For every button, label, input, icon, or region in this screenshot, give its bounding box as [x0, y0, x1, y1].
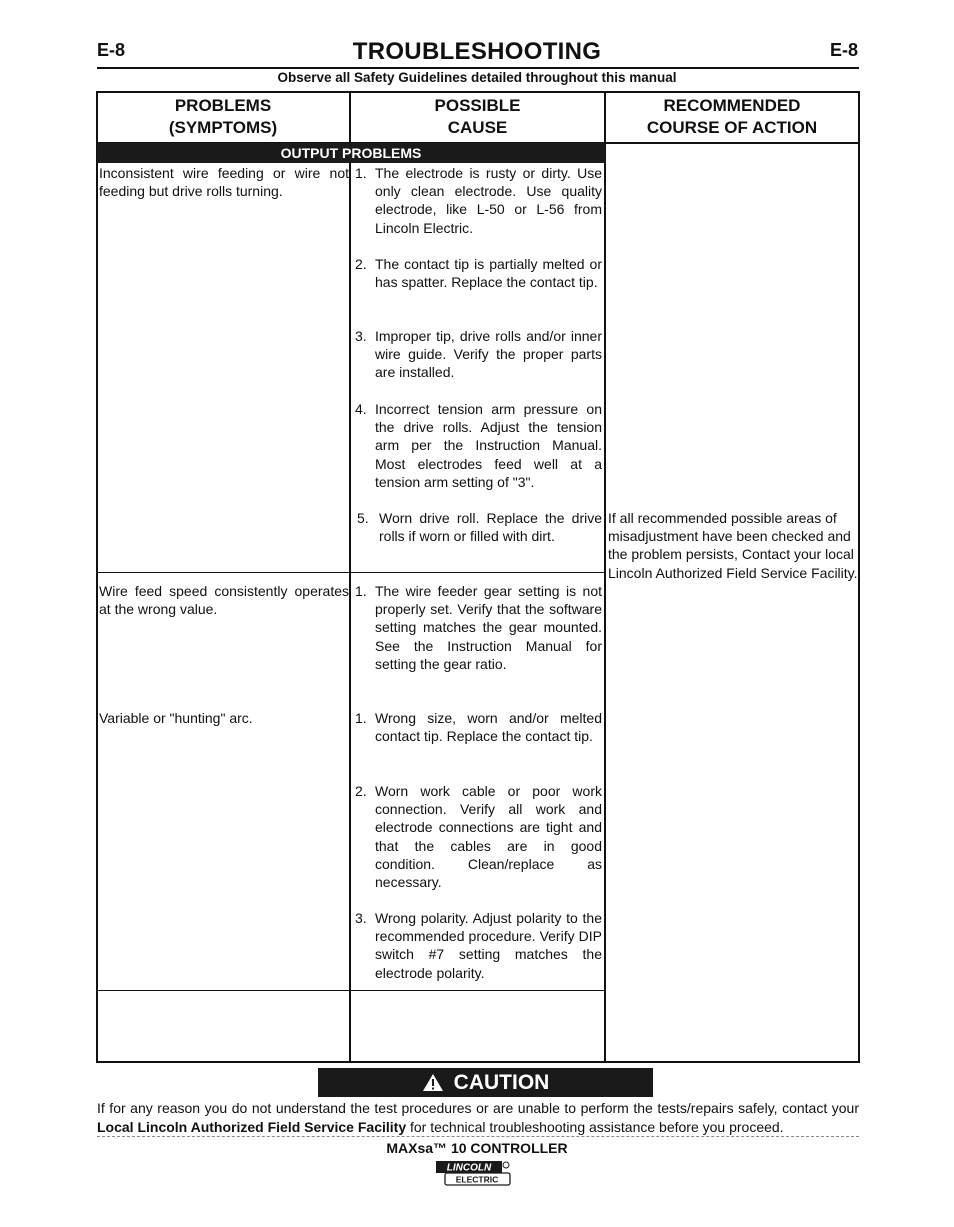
column-header-problems: PROBLEMS (SYMPTOMS) — [168, 96, 278, 137]
column-header-action: RECOMMENDED COURSE OF ACTION — [646, 96, 818, 137]
page-number-left: E-8 — [97, 40, 126, 60]
table-right-border — [858, 91, 860, 1063]
cause-item: 3. Wrong polarity. Adjust polarity to the recommended procedure. Verify DIP switch #7 setting matches the electrode polarity. — [355, 910, 602, 981]
lincoln-electric-logo — [435, 1160, 511, 1186]
cause-item: 1. The wire feeder gear setting is not properly set. Verify that the software setting matches the gear mounted. See the Instruction Manual for setting the gear ratio. — [355, 583, 602, 672]
svg-text:ELECTRIC: ELECTRIC — [455, 1174, 499, 1185]
cause-item: 1. The electrode is rusty or dirty. Use only clean electrode. Use quality electrode, like L-50 or L-56 from Lincoln Electric. — [355, 165, 602, 236]
page-number-right: E-8 — [829, 40, 858, 60]
cause-item: 2. The contact tip is partially melted or has spatter. Replace the contact tip. — [355, 256, 602, 291]
row-divider-1 — [97, 572, 605, 573]
caution-banner — [318, 1068, 653, 1097]
header-rule — [97, 67, 859, 69]
symptom-inconsistent-feeding: Inconsistent wire feeding or wire not feeding but drive rolls turning. — [99, 165, 349, 200]
cause-item: 3. Improper tip, drive rolls and/or inner wire guide. Verify the proper parts are installed. — [355, 328, 602, 381]
product-name: MAXsa™ 10 CONTROLLER — [386, 1140, 568, 1156]
service-facility-emphasis: Local Lincoln Authorized Field Service Facility — [97, 1119, 407, 1135]
table-left-border — [96, 91, 98, 1063]
section-band-output-problems: OUTPUT PROBLEMS — [97, 143, 605, 163]
cause-item: 4. Incorrect tension arm pressure on the drive rolls. Adjust the tension arm per the Instruction Manual. Most electrodes feed well at a tension arm setting of "3". — [355, 401, 602, 490]
table-col-divider-2 — [604, 91, 606, 1063]
svg-text:LINCOLN: LINCOLN — [446, 1162, 492, 1174]
safety-note: Observe all Safety Guidelines detailed throughout this manual — [277, 70, 677, 85]
table-bottom-border — [97, 1061, 859, 1063]
symptom-hunting-arc: Variable or "hunting" arc. — [99, 710, 253, 726]
page-title: TROUBLESHOOTING — [352, 38, 602, 65]
table-col-divider-1 — [349, 91, 351, 1063]
cause-item: 2. Worn work cable or poor work connection. Verify all work and electrode connections are tight and that the cables are in good condition. Clean/replace as necessary. — [355, 783, 602, 891]
symptom-wrong-wire-feed-speed: Wire feed speed consistently operates at the wrong value. — [99, 583, 349, 618]
caution-note: If for any reason you do not understand the test procedures or are unable to perform the tests/repairs safely, contact your Local Lincoln Authorized Field Service Facility for technical troubleshooting assistance before you proceed. — [97, 1100, 859, 1135]
row-divider-2 — [97, 990, 605, 991]
warning-icon — [422, 1073, 444, 1092]
caution-label: CAUTION — [453, 1070, 550, 1094]
footer-divider — [97, 1136, 859, 1137]
cause-item: 5. Worn drive roll. Replace the drive rolls if worn or filled with dirt. — [357, 510, 602, 545]
recommended-action-text: If all recommended possible areas of misadjustment have been checked and the problem persists, Contact your local Lincoln Authorized Field Service Facility. — [608, 510, 858, 581]
column-header-cause: POSSIBLE CAUSE — [434, 96, 521, 137]
cause-item: 1. Wrong size, worn and/or melted contact tip. Replace the contact tip. — [355, 710, 602, 745]
